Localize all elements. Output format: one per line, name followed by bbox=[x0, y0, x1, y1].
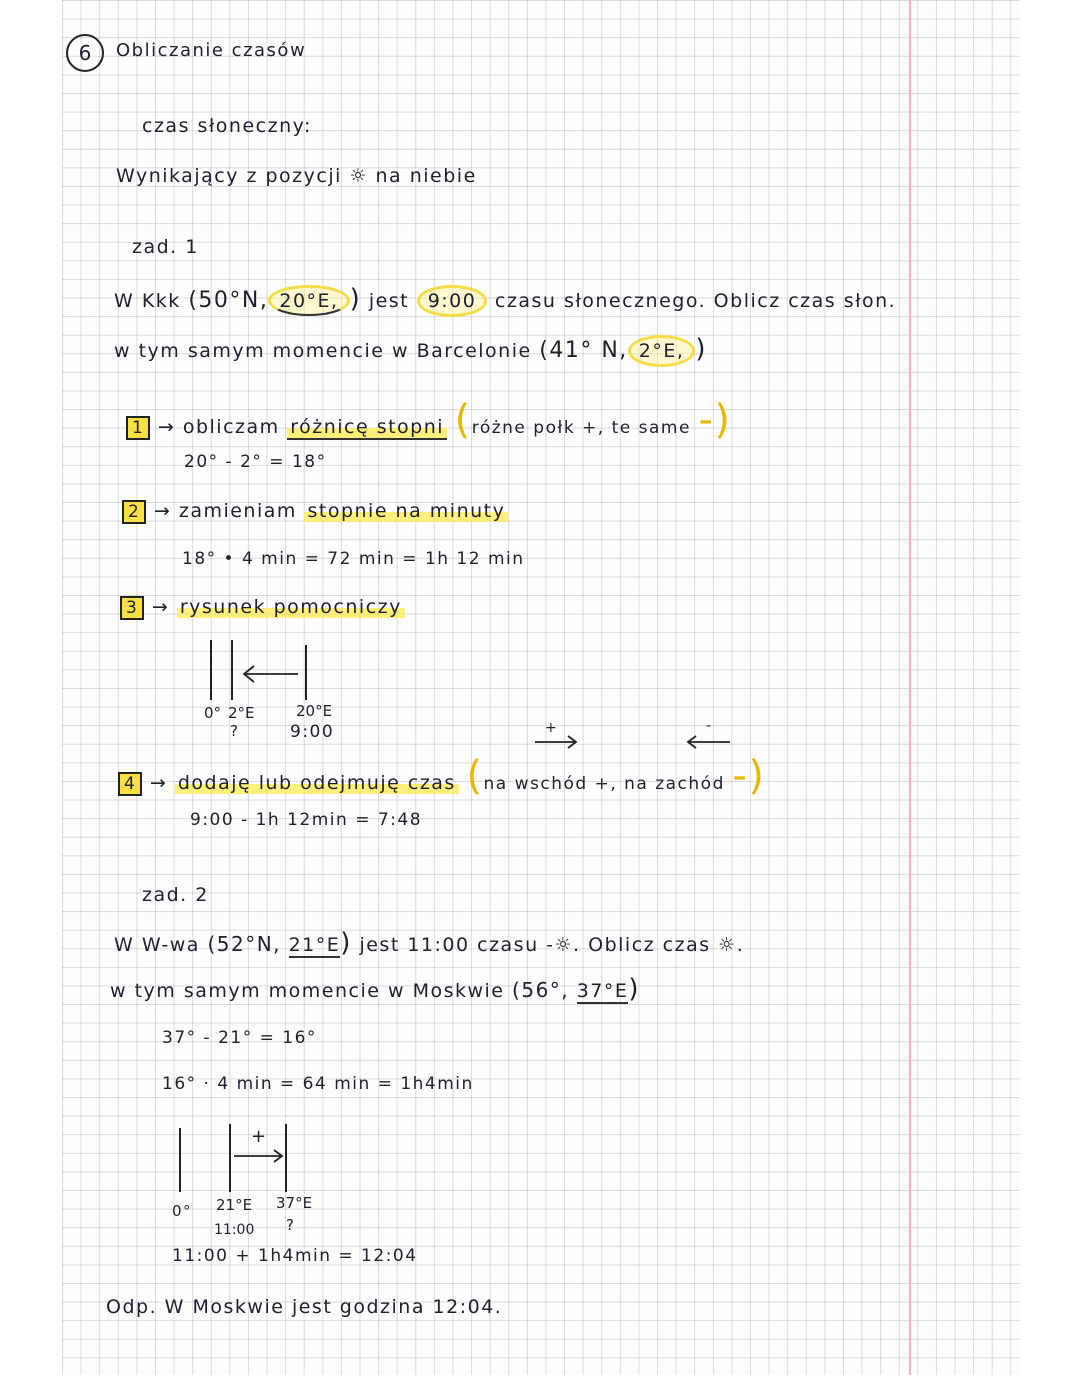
step-number-4: 4 bbox=[118, 772, 142, 796]
diag1-label-q: ? bbox=[230, 722, 240, 740]
east-plus: + bbox=[545, 720, 559, 736]
step-number-2: 2 bbox=[122, 500, 146, 524]
diag1-label-20e: 20°E bbox=[296, 702, 333, 720]
diag1-label-900: 9:00 bbox=[290, 722, 335, 742]
task2-answer: Odp. W Moskwie jest godzina 12:04. bbox=[106, 1296, 503, 1318]
task2-calc2: 16° · 4 min = 64 min = 1h4min bbox=[162, 1074, 474, 1094]
step1-row: 1 → obliczam różnicę stopni (różne połk +, te same -) bbox=[126, 400, 732, 440]
task2-calc3: 11:00 + 1h4min = 12:04 bbox=[172, 1246, 418, 1266]
diag2-label-37e: 37°E bbox=[276, 1194, 313, 1212]
step-number-1: 1 bbox=[126, 416, 150, 440]
task2-label: zad. 2 bbox=[142, 884, 209, 906]
page-title: Obliczanie czasów bbox=[116, 40, 307, 61]
step3-row: 3 → rysunek pomocniczy bbox=[120, 596, 405, 620]
task1-label: zad. 1 bbox=[132, 236, 199, 258]
step4-calc: 9:00 - 1h 12min = 7:48 bbox=[190, 810, 423, 830]
diag1-label-2e: 2°E bbox=[228, 704, 255, 722]
diag2-label-1100: 11:00 bbox=[214, 1222, 255, 1238]
task2-calc1: 37° - 21° = 16° bbox=[162, 1028, 317, 1048]
diag2-label-21e: 21°E bbox=[216, 1196, 253, 1214]
diag1-label-0: 0° bbox=[204, 704, 222, 722]
diag2-label-0: 0° bbox=[172, 1202, 193, 1220]
diag2-plus: + bbox=[251, 1126, 268, 1147]
step1-calc: 20° - 2° = 18° bbox=[184, 452, 327, 472]
section-number: 6 bbox=[66, 34, 104, 72]
step4-row: 4 → dodaję lub odejmuję czas (na wschód +, na zachód -) bbox=[118, 756, 765, 796]
task1-line2: w tym samym momencie w Barcelonie (41° N, 2°E, ) bbox=[114, 334, 707, 364]
west-minus: - bbox=[706, 718, 713, 734]
diag2-label-q: ? bbox=[286, 1216, 296, 1234]
task2-line1: W W-wa (52°N, 21°E) jest 11:00 czasu -☼. Oblicz czas ☼. bbox=[114, 928, 745, 958]
step2-calc: 18° • 4 min = 72 min = 1h 12 min bbox=[182, 549, 525, 569]
step-number-3: 3 bbox=[120, 596, 144, 620]
task2-line2: w tym samym momencie w Moskwie (56°, 37°E) bbox=[110, 974, 641, 1004]
step2-row: 2 → zamieniam stopnie na minuty bbox=[122, 500, 508, 524]
intro-heading: czas słoneczny: bbox=[142, 115, 312, 137]
intro-definition: Wynikający z pozycji ☼ na niebie bbox=[116, 165, 477, 187]
task1-line1: W Kkk (50°N, 20°E, ) jest 9:00 czasu słonecznego. Oblicz czas słon. bbox=[114, 284, 896, 314]
